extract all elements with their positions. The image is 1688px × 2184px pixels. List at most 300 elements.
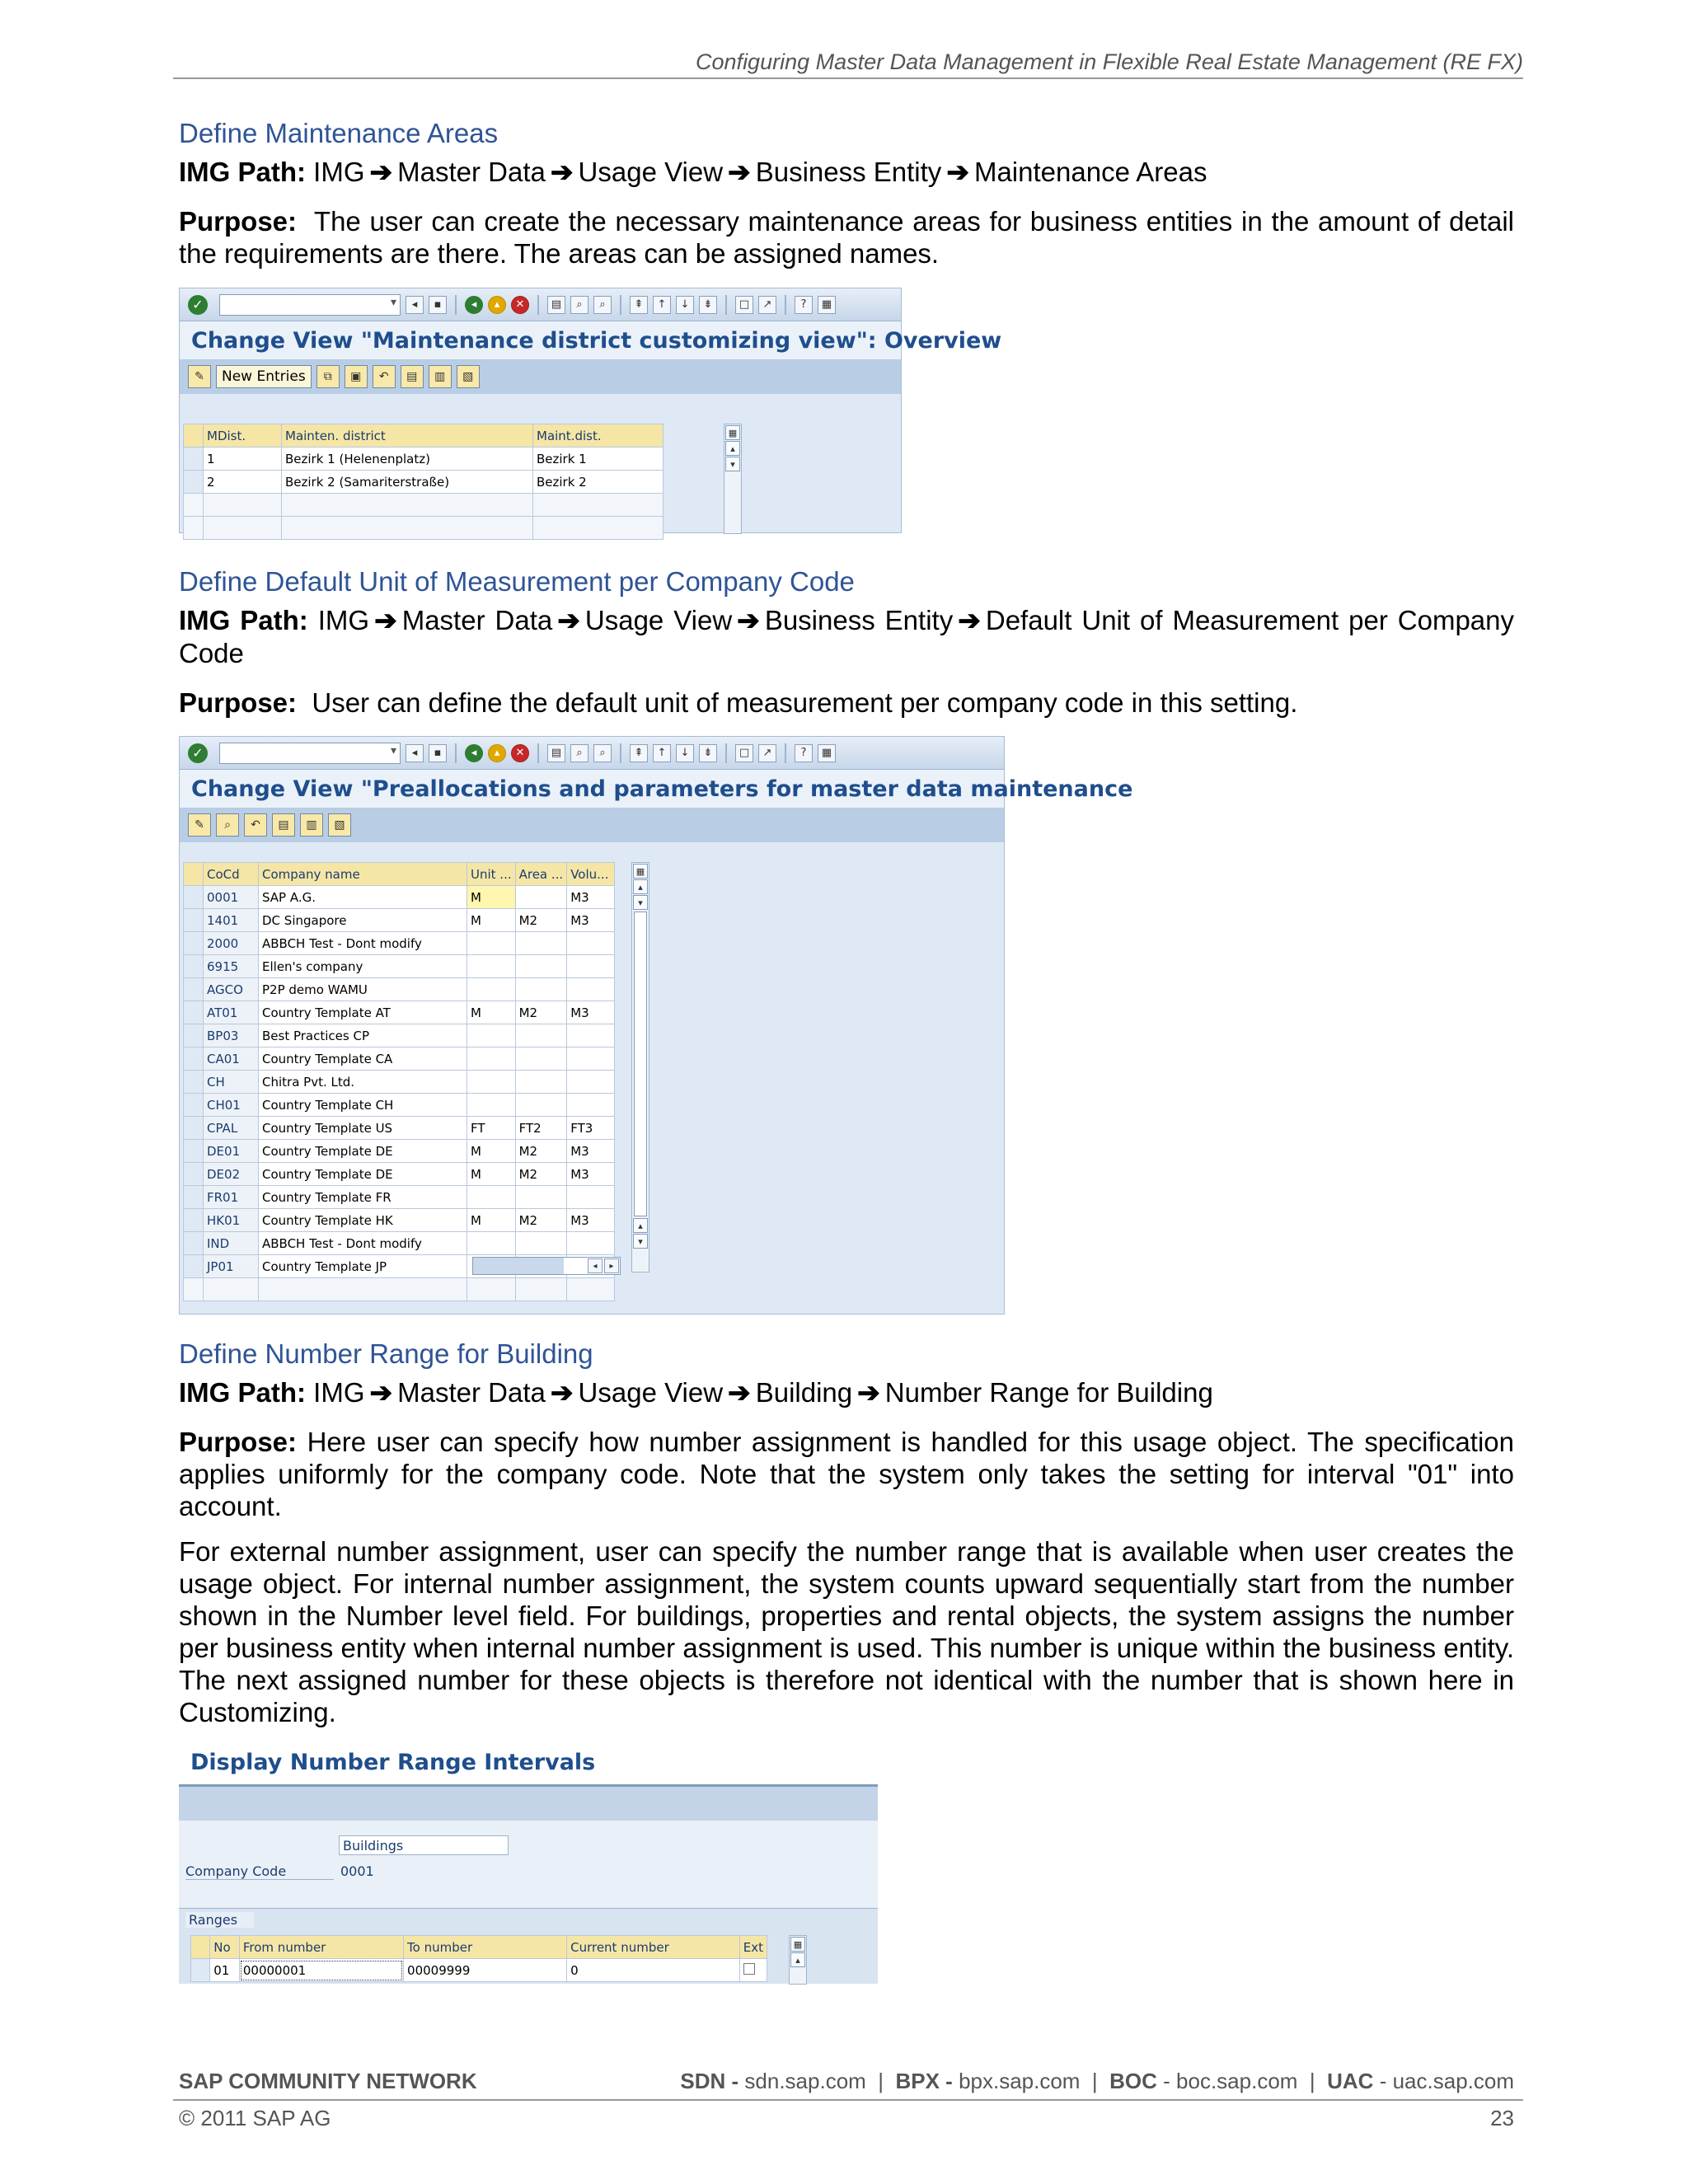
column-config-icon[interactable]: ▦ [725, 425, 740, 440]
display-change-icon[interactable]: ✎ [188, 813, 211, 837]
path-step: Business Entity [755, 157, 942, 187]
column-header[interactable]: No [210, 1936, 240, 1959]
table-cell[interactable] [467, 1232, 516, 1255]
table-cell[interactable]: Chitra Pvt. Ltd. [259, 1071, 467, 1094]
external-checkbox-cell[interactable] [739, 1959, 767, 1982]
img-path [179, 1376, 1514, 1409]
scroll-page-down-icon[interactable]: ▾ [633, 1234, 648, 1249]
table-cell[interactable]: 00000001 [239, 1959, 403, 1982]
select-block-icon[interactable]: ▥ [300, 813, 323, 837]
table-cell[interactable]: M3 [567, 909, 615, 932]
table-header-row [184, 863, 615, 886]
table-cell[interactable] [282, 517, 533, 540]
path-step: Master Data [397, 157, 546, 187]
new-session-icon[interactable]: □ [735, 744, 753, 762]
table-cell[interactable]: CPAL [204, 1117, 259, 1140]
table-cell[interactable] [515, 1071, 567, 1094]
find-icon[interactable]: ⌕ [570, 296, 588, 314]
table-cell[interactable]: JP01 [204, 1255, 259, 1278]
command-field[interactable] [219, 294, 401, 316]
table-cell[interactable]: HK01 [204, 1209, 259, 1232]
separator: | [1309, 2069, 1315, 2093]
table-row [184, 1094, 615, 1117]
table-cell[interactable]: 01 [210, 1959, 240, 1982]
table-cell[interactable]: 0001 [204, 886, 259, 909]
shortcut-icon[interactable]: ↗ [758, 744, 776, 762]
footer-rule [173, 2099, 1523, 2101]
table-cell[interactable] [515, 978, 567, 1001]
toolbar-separator [455, 743, 457, 763]
section-number-range-building [179, 1338, 1514, 1728]
select-all-icon[interactable]: ▤ [272, 813, 295, 837]
new-session-icon[interactable]: □ [735, 296, 753, 314]
row-selector[interactable] [184, 1255, 204, 1278]
table-cell[interactable]: CH01 [204, 1094, 259, 1117]
table-cell[interactable]: M2 [515, 1209, 567, 1232]
table-cell[interactable]: M2 [515, 909, 567, 932]
table-cell[interactable]: M3 [567, 1001, 615, 1024]
arrow-icon: ➔ [857, 1377, 880, 1408]
table-cell[interactable] [467, 932, 516, 955]
table-cell[interactable] [467, 978, 516, 1001]
table-cell[interactable] [467, 1024, 516, 1047]
toolbar-separator [455, 295, 457, 315]
column-header[interactable]: Company name [259, 863, 467, 886]
table-cell[interactable] [567, 1047, 615, 1071]
table-cell[interactable]: CA01 [204, 1047, 259, 1071]
row-selector[interactable] [184, 1140, 204, 1163]
uac-link[interactable]: - uac.sap.com [1379, 2069, 1514, 2093]
path-step: Master Data [401, 605, 553, 635]
table-cell[interactable]: DE01 [204, 1140, 259, 1163]
table-cell[interactable] [515, 1047, 567, 1071]
scroll-down-icon[interactable]: ▾ [633, 895, 648, 910]
scrollbar-thumb[interactable] [634, 912, 647, 1216]
table-cell[interactable]: FT [467, 1117, 516, 1140]
path-step: Building [755, 1377, 853, 1408]
scroll-right-icon[interactable]: ▸ [604, 1258, 619, 1273]
new-entries-button[interactable]: New Entries [216, 365, 312, 388]
table-row [184, 1163, 615, 1186]
path-step: Usage View [584, 605, 733, 635]
table-cell[interactable] [567, 1094, 615, 1117]
row-selector[interactable] [184, 1117, 204, 1140]
help-icon[interactable]: ? [795, 296, 813, 314]
bpx-link[interactable]: bpx.sap.com [959, 2069, 1081, 2093]
copyright: © 2011 SAP AG [179, 2106, 331, 2130]
scroll-up-icon[interactable]: ▴ [633, 879, 648, 894]
table-cell[interactable]: 6915 [204, 955, 259, 978]
exit-icon[interactable]: ▴ [488, 744, 506, 762]
arrow-icon: ➔ [369, 157, 393, 187]
purpose-paragraph [179, 205, 1514, 269]
table-cell[interactable]: Country Template US [259, 1117, 467, 1140]
table-cell[interactable] [467, 1047, 516, 1071]
running-header: Configuring Master Data Management in Flexible Real Estate Management (RE FX) [696, 49, 1523, 74]
sap-screen-number-range [179, 1743, 878, 1984]
table-cell[interactable]: M2 [515, 1001, 567, 1024]
screen-title: Display Number Range Intervals [179, 1743, 878, 1784]
column-header[interactable]: From number [239, 1936, 403, 1959]
sap-screen-maintenance-districts [179, 288, 1002, 533]
table-cell[interactable] [282, 494, 533, 517]
row-selector[interactable] [184, 1047, 204, 1071]
sap-screen-preallocations [179, 736, 1133, 1315]
table-vertical-scrollbar[interactable] [724, 424, 742, 534]
table-cell[interactable] [515, 1278, 567, 1301]
deselect-all-icon[interactable]: ▧ [457, 365, 480, 388]
sdn-link[interactable]: sdn.sap.com [744, 2069, 866, 2093]
previous-page-icon[interactable]: ↑ [653, 296, 671, 314]
ranges-tab-label: Ranges [185, 1912, 254, 1928]
row-selector[interactable] [184, 955, 204, 978]
table-cell[interactable]: Bezirk 2 (Samariterstraße) [282, 471, 533, 494]
column-header[interactable]: CoCd [204, 863, 259, 886]
toolbar-separator [620, 743, 621, 763]
table-cell[interactable]: AGCO [204, 978, 259, 1001]
table-cell[interactable] [259, 1278, 467, 1301]
table-row [184, 978, 615, 1001]
table-cell[interactable]: 0 [567, 1959, 740, 1982]
last-page-icon[interactable]: ⇟ [699, 744, 717, 762]
table-cell[interactable]: M3 [567, 1209, 615, 1232]
purpose-paragraph [179, 687, 1514, 719]
table-cell[interactable]: SAP A.G. [259, 886, 467, 909]
table-cell[interactable]: M3 [567, 1140, 615, 1163]
first-page-icon[interactable]: ⇞ [630, 296, 648, 314]
ranges-group [179, 1908, 878, 1984]
table-cell[interactable]: M [467, 1163, 516, 1186]
table-row [184, 1278, 615, 1301]
table-row [184, 1209, 615, 1232]
arrow-icon: ➔ [958, 605, 981, 635]
table-cell[interactable]: Bezirk 1 [533, 448, 663, 471]
path-step: IMG [313, 157, 365, 187]
table-cell[interactable]: 1401 [204, 909, 259, 932]
select-column-header[interactable] [184, 863, 204, 886]
table-row [184, 955, 615, 978]
back-icon[interactable]: ◂ [465, 296, 483, 314]
table-cell[interactable]: M [467, 909, 516, 932]
company-code-value: 0001 [340, 1863, 374, 1879]
select-block-icon[interactable]: ▥ [429, 365, 452, 388]
table-cell[interactable]: BP03 [204, 1024, 259, 1047]
row-selector[interactable] [184, 494, 204, 517]
table-row [184, 1117, 615, 1140]
arrow-icon: ➔ [737, 605, 760, 635]
table-row [184, 517, 663, 540]
horizontal-scroll-thumb[interactable] [473, 1258, 564, 1274]
table-cell[interactable]: 1 [204, 448, 282, 471]
table-row [184, 1001, 615, 1024]
table-cell[interactable] [533, 494, 663, 517]
scroll-down-icon[interactable]: ▾ [725, 457, 740, 471]
table-cell[interactable]: FR01 [204, 1186, 259, 1209]
column-header[interactable]: Ext [739, 1936, 767, 1959]
find-icon[interactable]: ⌕ [570, 744, 588, 762]
find-next-icon[interactable]: ⌕ [593, 296, 612, 314]
scroll-up-icon[interactable]: ▴ [790, 1952, 805, 1967]
table-horizontal-scrollbar[interactable] [472, 1257, 621, 1275]
table-cell[interactable] [515, 932, 567, 955]
table-cell[interactable]: M3 [567, 886, 615, 909]
column-header[interactable]: Maint.dist. [533, 424, 663, 448]
table-cell[interactable]: Country Template HK [259, 1209, 467, 1232]
table-cell[interactable] [515, 955, 567, 978]
bpx-label: BPX - [895, 2069, 953, 2093]
table-cell[interactable]: 2000 [204, 932, 259, 955]
row-selector[interactable] [184, 1094, 204, 1117]
row-selector[interactable] [184, 932, 204, 955]
purpose-paragraph [179, 1426, 1514, 1522]
object-field: Buildings [339, 1835, 509, 1855]
arrow-icon: ➔ [557, 605, 580, 635]
table-cell[interactable]: ABBCH Test - Dont modify [259, 1232, 467, 1255]
sdn-label: SDN - [680, 2069, 739, 2093]
shortcut-icon[interactable]: ↗ [758, 296, 776, 314]
table-cell[interactable]: M [467, 886, 516, 909]
arrow-icon: ➔ [550, 157, 574, 187]
table-cell[interactable]: Country Template JP [259, 1255, 467, 1278]
purpose-text: Here user can specify how number assignment is handled for this usage object. The specification applies uniformly for the company code. Note that the system only takes the setting for interval "01" into account. [179, 1427, 1515, 1521]
table-row [184, 909, 615, 932]
purpose-label: Purpose: [179, 206, 298, 237]
table-cell[interactable]: FT2 [515, 1117, 567, 1140]
table-row [184, 448, 663, 471]
table-header-row [191, 1936, 767, 1959]
row-selector[interactable] [184, 1209, 204, 1232]
table-cell[interactable]: 00009999 [404, 1959, 567, 1982]
column-header[interactable]: Volu... [567, 863, 615, 886]
column-header[interactable]: MDist. [204, 424, 282, 448]
column-header[interactable]: Unit ... [467, 863, 516, 886]
table-cell[interactable] [567, 932, 615, 955]
table-cell[interactable]: Country Template CH [259, 1094, 467, 1117]
section-title: Define Default Unit of Measurement per Company Code [179, 566, 855, 597]
table-cell[interactable]: FT3 [567, 1117, 615, 1140]
table-cell[interactable] [204, 1278, 259, 1301]
table-cell[interactable] [567, 1024, 615, 1047]
save-icon[interactable]: ▪ [429, 744, 447, 762]
table-cell[interactable]: Country Template FR [259, 1186, 467, 1209]
table-cell[interactable] [467, 1071, 516, 1094]
table-cell[interactable]: Country Template CA [259, 1047, 467, 1071]
table-cell[interactable] [204, 494, 282, 517]
table-cell[interactable]: 2 [204, 471, 282, 494]
row-selector[interactable] [184, 909, 204, 932]
scroll-page-up-icon[interactable]: ▴ [633, 1218, 648, 1233]
table-cell[interactable]: Bezirk 1 (Helenenplatz) [282, 448, 533, 471]
table-cell[interactable] [467, 1278, 516, 1301]
toolbar-separator [725, 295, 727, 315]
column-header[interactable]: Mainten. district [282, 424, 533, 448]
first-page-icon[interactable]: ⇞ [630, 744, 648, 762]
table-cell[interactable]: Best Practices CP [259, 1024, 467, 1047]
table-row [184, 886, 615, 909]
find-next-icon[interactable]: ⌕ [593, 744, 612, 762]
table-cell[interactable]: M2 [515, 1140, 567, 1163]
table-cell[interactable]: ABBCH Test - Dont modify [259, 932, 467, 955]
table-cell[interactable]: Country Template AT [259, 1001, 467, 1024]
screen-title: Change View "Maintenance district customizing view": Overview [180, 321, 901, 359]
maintenance-district-table [183, 424, 663, 540]
copy-icon[interactable]: ⧉ [316, 365, 340, 388]
enter-check-icon[interactable]: ✓ [188, 295, 208, 315]
delete-icon[interactable]: ▣ [345, 365, 368, 388]
table-cell[interactable] [567, 1186, 615, 1209]
undo-icon[interactable]: ↶ [373, 365, 396, 388]
arrow-icon: ➔ [946, 157, 969, 187]
column-config-icon[interactable]: ▦ [633, 864, 648, 879]
details-icon[interactable]: ⌕ [216, 813, 239, 837]
table-cell[interactable]: M2 [515, 1163, 567, 1186]
table-cell[interactable]: Country Template DE [259, 1163, 467, 1186]
row-selector[interactable] [184, 1186, 204, 1209]
next-page-icon[interactable]: ↓ [676, 296, 694, 314]
table-row [184, 1186, 615, 1209]
row-selector[interactable] [184, 1232, 204, 1255]
previous-page-icon[interactable]: ↑ [653, 744, 671, 762]
section-maintenance-areas [179, 118, 1514, 269]
deselect-all-icon[interactable]: ▧ [328, 813, 351, 837]
select-all-icon[interactable]: ▤ [401, 365, 424, 388]
path-step: Maintenance Areas [973, 157, 1207, 187]
back-icon[interactable]: ◂ [465, 744, 483, 762]
layout-menu-icon[interactable]: ▦ [818, 296, 836, 314]
last-page-icon[interactable]: ⇟ [699, 296, 717, 314]
table-cell[interactable]: Ellen's company [259, 955, 467, 978]
cancel-icon[interactable]: ✕ [511, 296, 529, 314]
print-icon[interactable]: ▤ [547, 296, 565, 314]
table-cell[interactable]: IND [204, 1232, 259, 1255]
table-cell[interactable]: DE02 [204, 1163, 259, 1186]
row-selector[interactable] [191, 1959, 210, 1982]
table-cell[interactable] [184, 1278, 204, 1301]
table-cell[interactable] [567, 955, 615, 978]
img-path-label: IMG Path: [179, 605, 308, 635]
table-cell[interactable] [515, 1094, 567, 1117]
table-cell[interactable] [515, 1024, 567, 1047]
row-selector[interactable] [184, 978, 204, 1001]
row-selector[interactable] [184, 448, 204, 471]
table-cell[interactable] [467, 955, 516, 978]
application-toolbar [180, 808, 1004, 842]
column-config-icon[interactable]: ▦ [790, 1937, 805, 1952]
table-row [184, 1071, 615, 1094]
company-code-label: Company Code [185, 1863, 334, 1880]
table-cell[interactable]: M [467, 1209, 516, 1232]
row-selector[interactable] [184, 886, 204, 909]
toolbar-separator [785, 743, 786, 763]
table-cell[interactable] [567, 1232, 615, 1255]
company-code-table [183, 862, 615, 1301]
command-field[interactable] [219, 743, 401, 764]
arrow-icon: ➔ [550, 1377, 574, 1408]
scroll-up-icon[interactable]: ▴ [725, 441, 740, 456]
boc-link[interactable]: - boc.sap.com [1163, 2069, 1298, 2093]
table-cell[interactable] [515, 886, 567, 909]
number-range-table [190, 1935, 767, 1982]
table-cell[interactable]: M3 [567, 1163, 615, 1186]
row-selector[interactable] [184, 1001, 204, 1024]
row-selector[interactable] [184, 517, 204, 540]
table-cell[interactable]: M [467, 1140, 516, 1163]
table-cell[interactable]: DC Singapore [259, 909, 467, 932]
table-cell[interactable] [567, 978, 615, 1001]
table-cell[interactable] [467, 1186, 516, 1209]
toolbar-separator [620, 295, 621, 315]
img-path [179, 156, 1514, 189]
table-cell[interactable] [204, 517, 282, 540]
standard-toolbar [180, 288, 901, 321]
boc-label: BOC [1109, 2069, 1157, 2093]
table-cell[interactable] [567, 1071, 615, 1094]
column-header[interactable]: To number [404, 1936, 567, 1959]
help-icon[interactable]: ? [795, 744, 813, 762]
path-step: Business Entity [764, 605, 954, 635]
toolbar-separator [537, 295, 539, 315]
scroll-left-icon[interactable]: ◂ [588, 1258, 603, 1273]
back-arrow-icon[interactable]: ◂ [406, 744, 424, 762]
row-selector[interactable] [184, 1024, 204, 1047]
table-cell[interactable] [515, 1186, 567, 1209]
table-cell[interactable]: Country Template DE [259, 1140, 467, 1163]
table-row [184, 1047, 615, 1071]
layout-menu-icon[interactable]: ▦ [818, 744, 836, 762]
toolbar-separator [785, 295, 786, 315]
save-icon[interactable]: ▪ [429, 296, 447, 314]
exit-icon[interactable]: ▴ [488, 296, 506, 314]
print-icon[interactable]: ▤ [547, 744, 565, 762]
table-header-row [184, 424, 663, 448]
external-checkbox[interactable] [743, 1963, 755, 1975]
select-column-header[interactable] [191, 1936, 210, 1959]
select-column-header[interactable] [184, 424, 204, 448]
table-cell[interactable] [515, 1232, 567, 1255]
path-step: Usage View [578, 157, 724, 187]
back-arrow-icon[interactable]: ◂ [406, 296, 424, 314]
path-step: Usage View [578, 1377, 724, 1408]
row-selector[interactable] [184, 1163, 204, 1186]
column-header[interactable]: Area ... [515, 863, 567, 886]
enter-check-icon[interactable]: ✓ [188, 743, 208, 763]
table-row [184, 1140, 615, 1163]
table-cell[interactable]: CH [204, 1071, 259, 1094]
table-row [184, 1232, 615, 1255]
table-cell[interactable]: P2P demo WAMU [259, 978, 467, 1001]
arrow-icon: ➔ [728, 157, 751, 187]
row-selector[interactable] [184, 471, 204, 494]
table-row [184, 1024, 615, 1047]
img-path [179, 604, 1514, 670]
table-cell[interactable] [533, 517, 663, 540]
next-page-icon[interactable]: ↓ [676, 744, 694, 762]
table-cell[interactable]: AT01 [204, 1001, 259, 1024]
undo-icon[interactable]: ↶ [244, 813, 267, 837]
table-vertical-scrollbar[interactable] [789, 1935, 807, 1985]
table-cell[interactable] [567, 1278, 615, 1301]
cancel-icon[interactable]: ✕ [511, 744, 529, 762]
table-row [184, 932, 615, 955]
table-cell[interactable]: Bezirk 2 [533, 471, 663, 494]
display-change-icon[interactable]: ✎ [188, 365, 211, 388]
purpose-label: Purpose: [179, 687, 298, 718]
table-cell[interactable] [467, 1094, 516, 1117]
table-cell[interactable]: M [467, 1001, 516, 1024]
column-header[interactable]: Current number [567, 1936, 740, 1959]
table-vertical-scrollbar[interactable] [631, 862, 649, 1272]
row-selector[interactable] [184, 1071, 204, 1094]
